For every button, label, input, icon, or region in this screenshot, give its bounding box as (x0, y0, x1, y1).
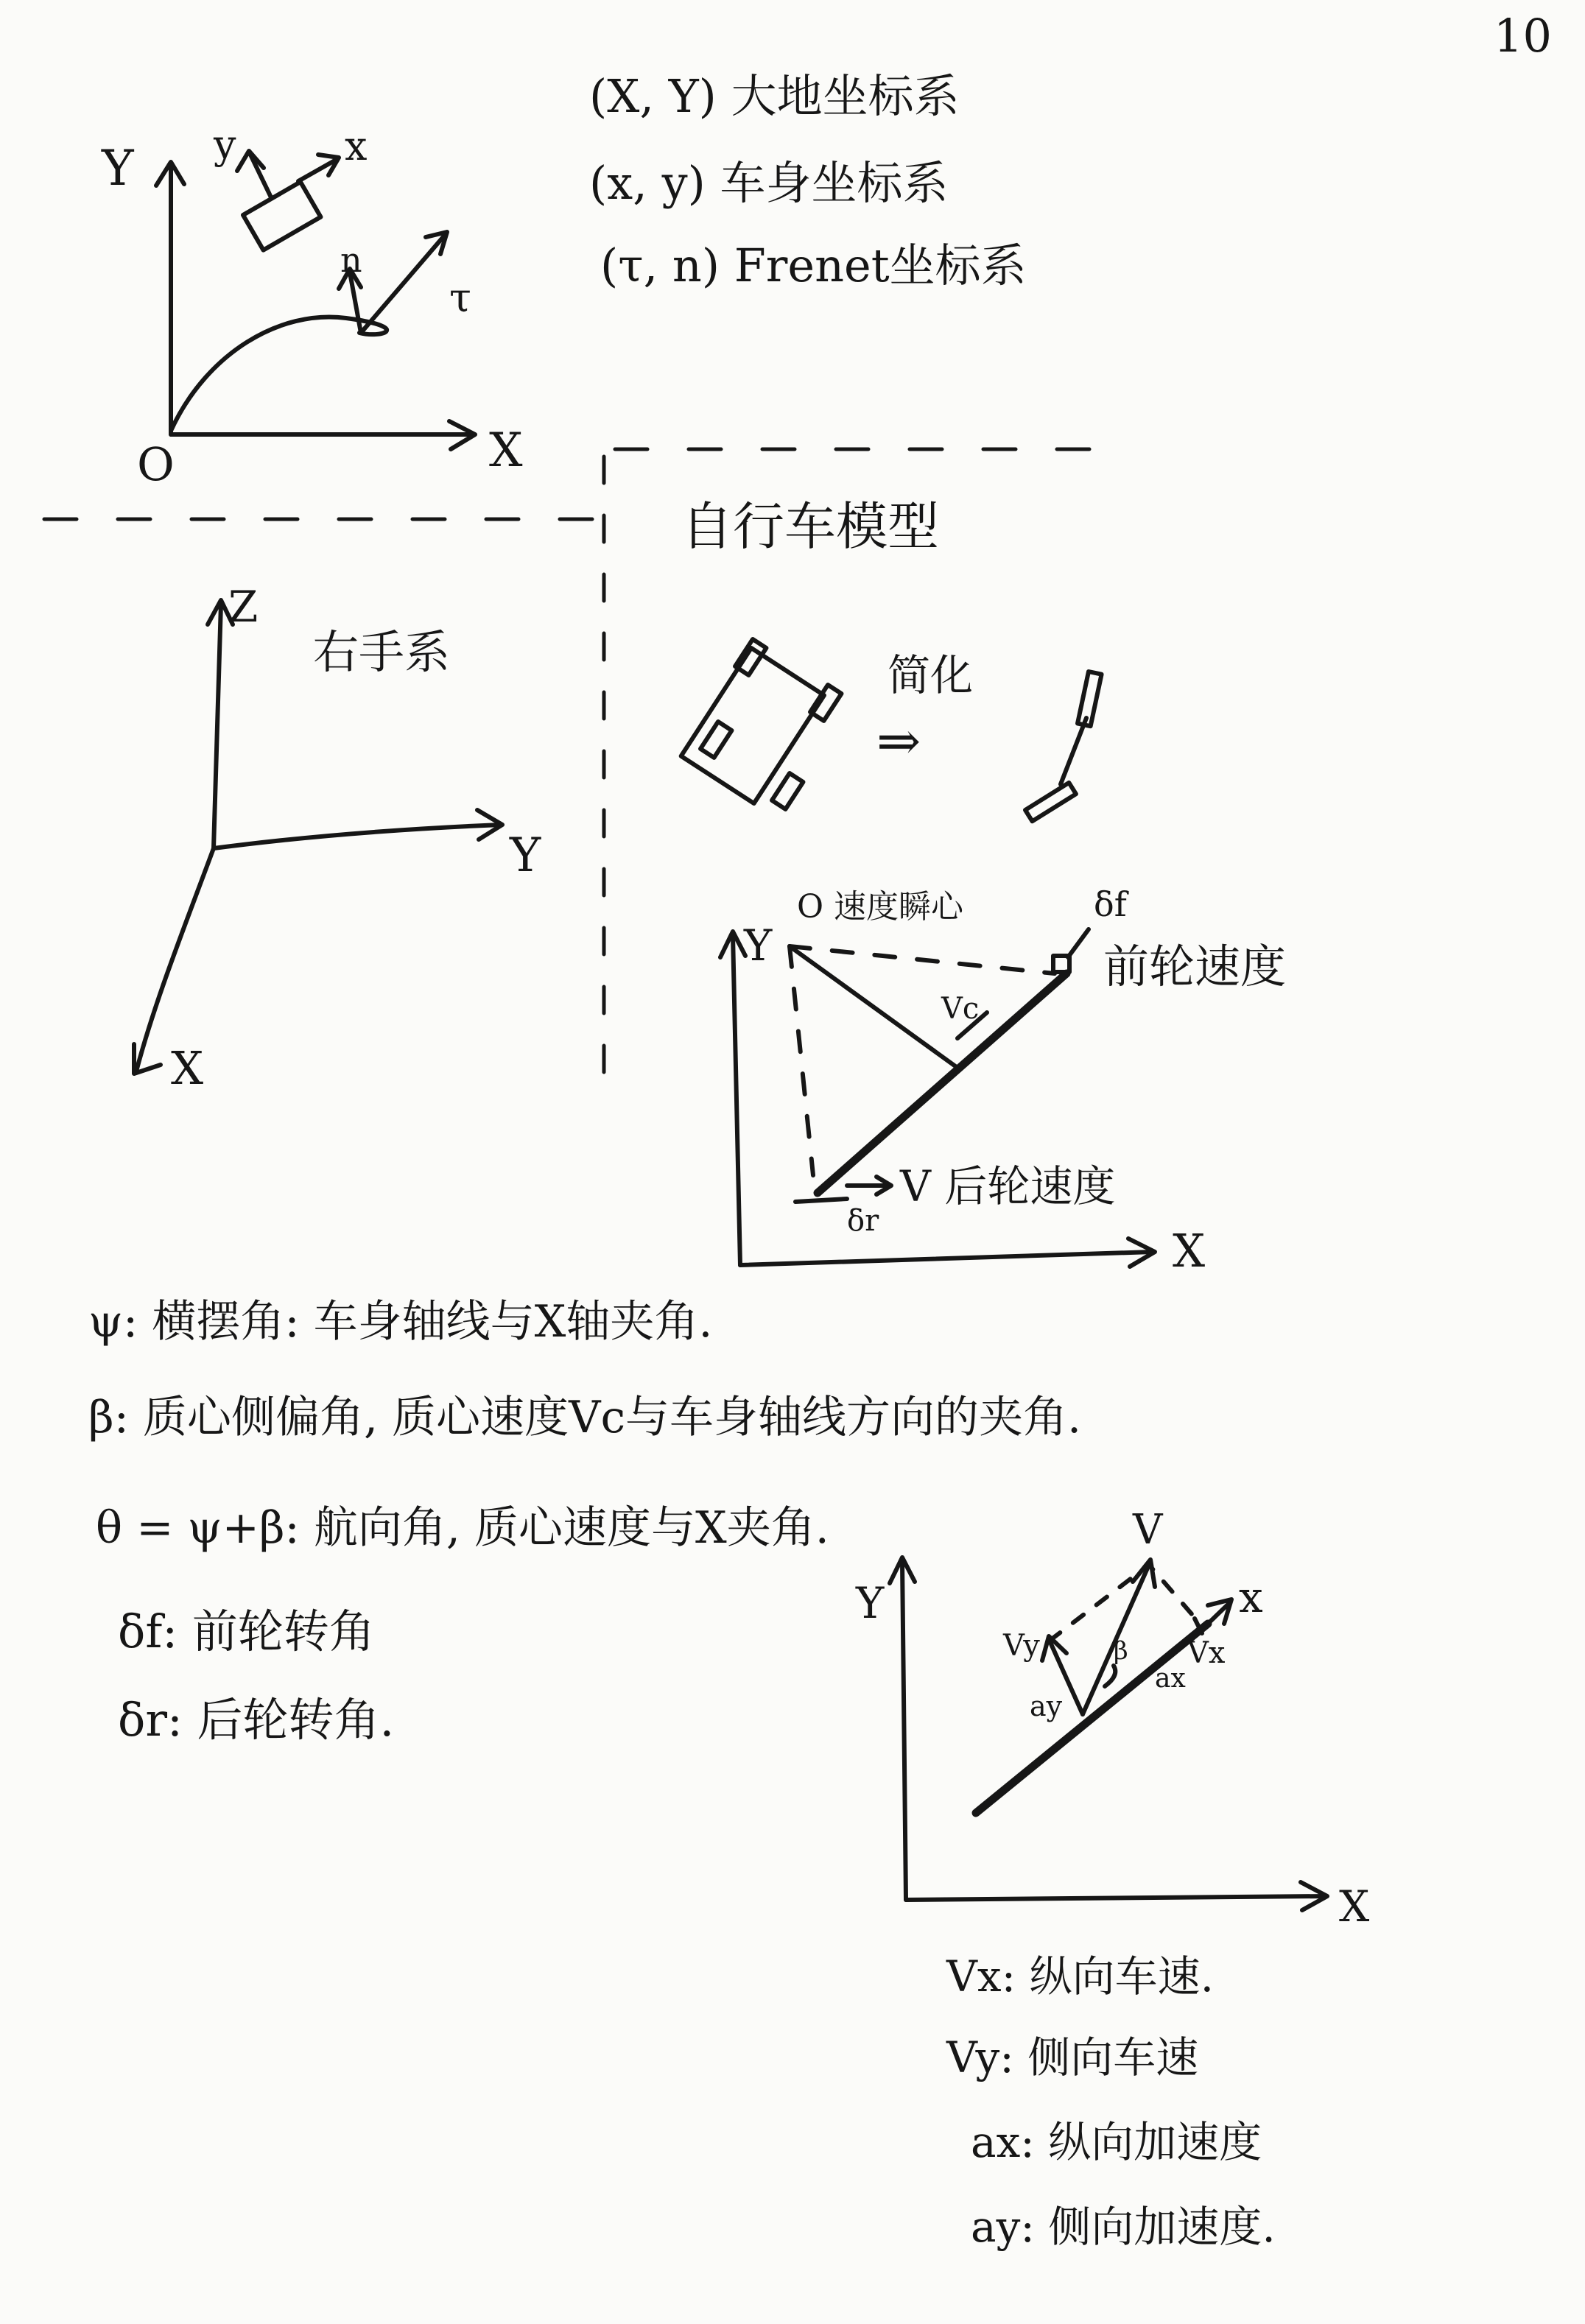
fig3-x-axis (740, 1252, 1153, 1265)
fig1-label-t: τ (449, 275, 471, 321)
page-number: 10 (1494, 9, 1552, 63)
bicycle-sketch-axis (1061, 718, 1086, 784)
vdef-vy: Vy: 侧向车速 (946, 2032, 1199, 2082)
fig1-label-x: x (345, 123, 368, 169)
fig4-label-x: x (1239, 1572, 1263, 1622)
fig2-y-axis (214, 825, 501, 848)
fig3-label-X: X (1173, 1224, 1206, 1278)
fig4-label-vx: Vx (1187, 1636, 1226, 1670)
vdef-ax: ax: 纵向加速度 (971, 2117, 1262, 2167)
fig4-y-axis (902, 1561, 906, 1900)
fig1-label-O: O (137, 437, 175, 491)
def-dr: δr: 后轮转角. (118, 1693, 395, 1747)
fig3-y-axis (733, 935, 740, 1265)
fig3-front-velocity (1068, 929, 1089, 957)
vdef-vx: Vx: 纵向车速. (946, 1951, 1215, 2001)
car-sketch-wheel-rl (700, 722, 731, 758)
fig4-label-ay: ay (1030, 1690, 1063, 1722)
fig4-beta-arc (1105, 1666, 1115, 1686)
def-theta: θ = ψ+β: 航向角, 质心速度与X夹角. (96, 1502, 829, 1554)
fig3-front-speed: 前轮速度 (1103, 940, 1287, 993)
fig1-label-n: n (340, 240, 362, 280)
bicycle-sketch-rear-wheel (1025, 783, 1076, 821)
fig4-label-X: X (1339, 1881, 1370, 1932)
fig1-label-Y: Y (102, 140, 134, 197)
fig2-label-Z: Z (228, 582, 259, 632)
fig2-label-X: X (171, 1041, 204, 1095)
fig1-t-vector (361, 234, 446, 333)
fig3-rear-speed: V 后轮速度 (900, 1161, 1116, 1211)
bicycle-sketch (1025, 672, 1102, 821)
bicycle-sketch-front-wheel (1078, 672, 1102, 726)
fig4-label-ax: ax (1155, 1663, 1186, 1694)
fig3-line-to-rear (790, 946, 813, 1175)
simplify-label: 简化 (888, 650, 974, 700)
fig2-z-axis (214, 604, 221, 848)
legend-line-2: (x, y) 车身坐标系 (589, 156, 949, 210)
vdef-ay: ay: 侧向加速度. (971, 2202, 1276, 2252)
fig3-label-dr: δr (847, 1204, 879, 1238)
fig1-car-body (243, 182, 320, 250)
bicycle-title: 自行车模型 (681, 496, 939, 557)
fig1-label-y: y (214, 122, 236, 168)
fig3-label-df: δf (1094, 884, 1127, 924)
fig3-label-Y: Y (744, 920, 773, 971)
fig2-x-axis (136, 848, 214, 1071)
fig1-car-y-axis (250, 155, 271, 197)
fig3-line-to-front (790, 946, 1055, 973)
fig4-label-V: V (1133, 1506, 1163, 1554)
car-sketch (681, 639, 842, 809)
def-psi: ψ: 横摆角: 车身轴线与X轴夹角. (88, 1296, 713, 1348)
fig2-label-Y: Y (510, 828, 541, 883)
fig4-x-axis (906, 1896, 1326, 1900)
fig4-label-vy: Vy (1003, 1629, 1040, 1663)
car-sketch-wheel-fl (735, 639, 766, 675)
fig1-axes (156, 151, 475, 449)
fig3-line-to-cg (790, 946, 957, 1068)
fig2-title: 右手系 (313, 625, 451, 679)
fig4-label-Y: Y (856, 1578, 885, 1628)
def-beta: β: 质心侧偏角, 质心速度Vc与车身轴线方向的夹角. (88, 1392, 1082, 1443)
fig3-axes (720, 929, 1155, 1267)
fig1-curve (171, 317, 387, 431)
car-sketch-wheel-rr (772, 773, 803, 809)
fig3-center-label: O 速度瞬心 (797, 888, 964, 926)
fig3-rear-wheel (795, 1199, 847, 1202)
simplify-arrow: ⇒ (876, 710, 921, 772)
fig4-label-beta: β (1114, 1636, 1128, 1666)
fig1-label-X: X (489, 423, 523, 478)
fig1-car-y-arrowhead (237, 151, 264, 171)
legend-line-1: (X, Y) 大地坐标系 (589, 69, 960, 123)
def-df: δf: 前轮转角 (118, 1605, 375, 1658)
legend-line-3: (τ, n) Frenet坐标系 (600, 239, 1027, 292)
fig3-label-vc: Vc (941, 992, 980, 1026)
fig4-decomp-dashed (1050, 1565, 1202, 1641)
